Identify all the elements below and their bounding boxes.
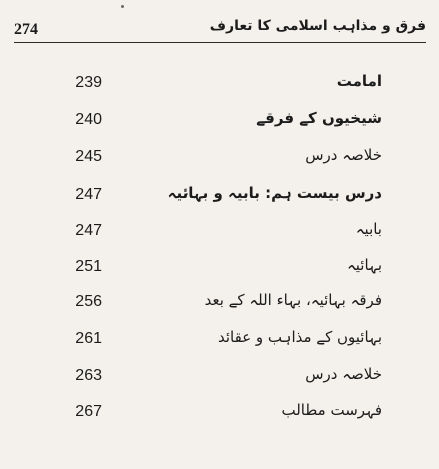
toc-entry — [0, 109, 439, 141]
toc-page-number: 247 — [75, 222, 102, 239]
toc-page-number: 256 — [75, 293, 102, 310]
toc-title: درس بیست ہم: بابیہ و بہائیہ — [167, 184, 382, 202]
toc-entry — [0, 184, 439, 216]
toc-title: امامت — [336, 72, 382, 90]
toc-page-number: 251 — [75, 258, 102, 275]
toc-entry — [0, 365, 439, 397]
toc-entry — [0, 146, 439, 178]
toc-entry — [0, 256, 439, 288]
toc-entry — [0, 401, 439, 433]
toc-title: شیخیوں کے فرقے — [256, 109, 382, 127]
toc-entry — [0, 328, 439, 360]
toc-page-number: 267 — [75, 403, 102, 420]
toc-entry — [0, 220, 439, 252]
toc-entry — [0, 72, 439, 104]
toc-title: بہائیوں کے مذاہب و عقائد — [218, 328, 382, 346]
page-number: 274 — [14, 21, 38, 38]
toc-entry — [0, 291, 439, 323]
toc-title: فرقہ بہائیہ، بہاء اللہ کے بعد — [204, 291, 382, 309]
toc-page-number: 247 — [75, 186, 102, 203]
toc-title: فہرست مطالب — [281, 401, 382, 419]
toc-page-number: 239 — [75, 74, 102, 91]
running-title: فرق و مذاہب اسلامی کا تعارف — [209, 18, 426, 34]
toc-title: خلاصہ درس — [305, 365, 382, 383]
toc-title: خلاصہ درس — [305, 146, 382, 164]
toc-title: بابیہ — [355, 220, 382, 238]
toc-title: بہائیہ — [346, 256, 382, 274]
toc-page-number: 263 — [75, 367, 102, 384]
toc-page-number: 261 — [75, 330, 102, 347]
toc-page-number: 245 — [75, 148, 102, 165]
toc-page-number: 240 — [75, 111, 102, 128]
